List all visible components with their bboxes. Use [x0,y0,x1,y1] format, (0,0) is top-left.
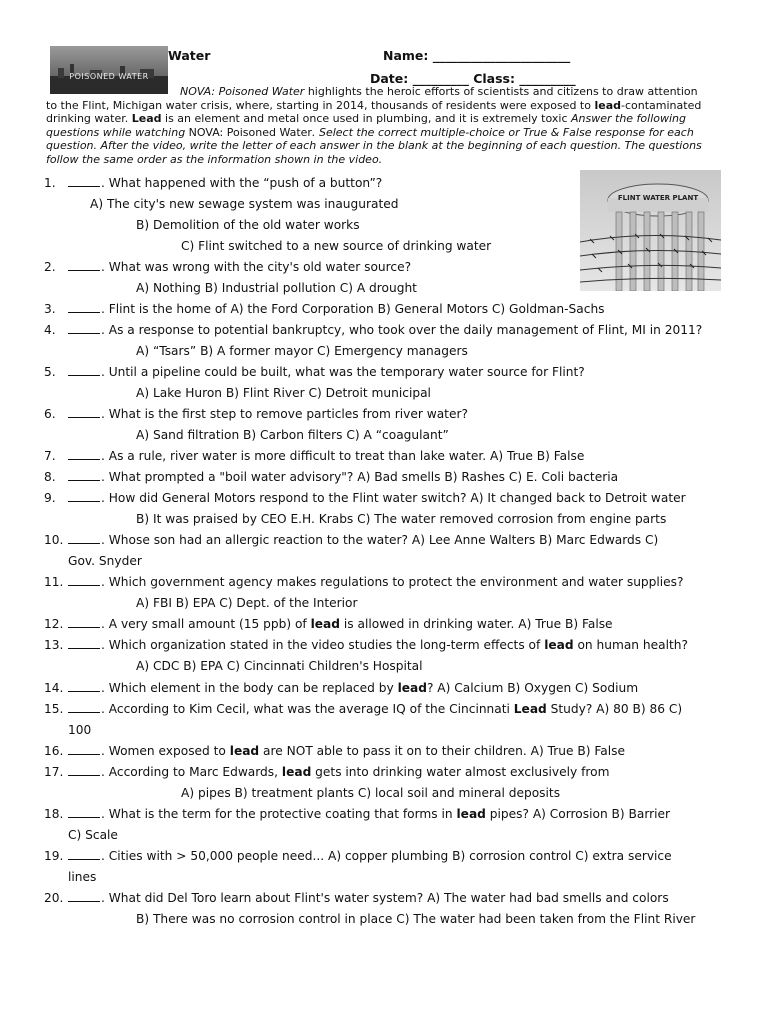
answer-blank[interactable] [68,891,100,902]
answer-blank[interactable] [68,407,100,418]
question-continuation: Gov. Snyder [68,554,142,568]
answer-blank[interactable] [68,365,100,376]
name-field: Name: ______________________ [383,48,571,63]
question-4: 4. . As a response to potential bankruptcy, who took over the daily management of Flint, MI in 2011? [44,323,703,337]
question-9: 9. . How did General Motors respond to the Flint water switch? A) It changed back to Detroit water [44,491,686,505]
answer-blank[interactable] [68,702,100,713]
tower-label: FLINT WATER PLANT [617,194,699,202]
option: C) Flint switched to a new source of drinking water [181,239,492,253]
answer-blank[interactable] [68,681,100,692]
question-20: 20. . What did Del Toro learn about Flint's water system? A) The water had bad smells and colors [44,891,669,905]
answer-blank[interactable] [68,617,100,628]
question-11: 11. . Which government agency makes regulations to protect the environment and water supplies? [44,575,684,589]
question-10: 10. . Whose son had an allergic reaction to the water? A) Lee Anne Walters B) Marc Edwards C) [44,533,659,547]
options: A) FBI B) EPA C) Dept. of the Interior [136,596,358,610]
options: A) pipes B) treatment plants C) local soil and mineral deposits [181,786,561,800]
options: A) Nothing B) Industrial pollution C) A drought [136,281,417,295]
thumb-caption: POISONED WATER [69,72,149,81]
intro-paragraph: NOVA: Poisoned Water highlights the heroic efforts of scientists and citizens to draw attention to the Flint, Michigan water crisis, where, starting in 2014, thousands of residents were exposed to lead-contaminated drinking water. Lead is an element and metal once used in plumbing, and it is extremely toxic Answer the following questions while watching NOVA: Poisoned Water. Select the correct multiple-choice or True & False response for each question. After the video, write the letter of each answer in the blank at the beginning of each question. The questions follow the same order as the information shown in the video. [46,85,702,166]
options: A) CDC B) EPA C) Cincinnati Children's Hospital [136,659,423,673]
question-15: 15. . According to Kim Cecil, what was the average IQ of the Cincinnati Lead Study? A) 80 B) 86 C) [44,702,683,716]
question-5: 5. . Until a pipeline could be built, what was the temporary water source for Flint? [44,365,585,379]
question-continuation: 100 [68,723,92,737]
answer-blank[interactable] [68,807,100,818]
question-2: 2. . What was wrong with the city's old water source? [44,260,412,274]
question-16: 16. . Women exposed to lead are NOT able to pass it on to their children. A) True B) False [44,744,625,758]
answer-blank[interactable] [68,323,100,334]
answer-blank[interactable] [68,575,100,586]
answer-blank[interactable] [68,449,100,460]
options: B) It was praised by CEO E.H. Krabs C) The water removed corrosion from engine parts [136,512,667,526]
options: A) Lake Huron B) Flint River C) Detroit municipal [136,386,431,400]
answer-blank[interactable] [68,470,100,481]
answer-blank[interactable] [68,491,100,502]
question-14: 14. . Which element in the body can be replaced by lead? A) Calcium B) Oxygen C) Sodium [44,681,639,695]
answer-blank[interactable] [68,176,100,187]
date-class-field: Date: _________ Class: _________ [370,71,576,86]
answer-blank[interactable] [68,260,100,271]
question-19: 19. . Cities with > 50,000 people need... A) copper plumbing B) corrosion control C) extra service [44,849,672,863]
water-tower-photo [580,170,721,291]
question-13: 13. . Which organization stated in the video studies the long-term effects of lead on human health? [44,638,688,652]
question-7: 7. . As a rule, river water is more difficult to treat than lake water. A) True B) False [44,449,585,463]
answer-blank[interactable] [68,533,100,544]
question-18: 18. . What is the term for the protective coating that forms in lead pipes? A) Corrosion B) Barrier [44,807,671,821]
question-6: 6. . What is the first step to remove particles from river water? [44,407,468,421]
options: B) There was no corrosion control in place C) The water had been taken from the Flint River [136,912,696,926]
option: A) The city's new sewage system was inaugurated [90,197,399,211]
answer-blank[interactable] [68,849,100,860]
question-continuation: lines [68,870,97,884]
question-continuation: C) Scale [68,828,118,842]
question-1: 1. . What happened with the “push of a button”? [44,176,383,190]
question-17: 17. . According to Marc Edwards, lead gets into drinking water almost exclusively from [44,765,610,779]
answer-blank[interactable] [68,638,100,649]
option: B) Demolition of the old water works [136,218,360,232]
worksheet-title: Water [168,48,211,63]
options: A) Sand filtration B) Carbon filters C) A “coagulant” [136,428,449,442]
question-12: 12. . A very small amount (15 ppb) of lead is allowed in drinking water. A) True B) False [44,617,613,631]
answer-blank[interactable] [68,302,100,313]
question-8: 8. . What prompted a "boil water advisory"? A) Bad smells B) Rashes C) E. Coli bacteria [44,470,619,484]
answer-blank[interactable] [68,765,100,776]
options: A) “Tsars” B) A former mayor C) Emergency managers [136,344,468,358]
question-3: 3. . Flint is the home of A) the Ford Corporation B) General Motors C) Goldman-Sachs [44,302,605,316]
answer-blank[interactable] [68,744,100,755]
